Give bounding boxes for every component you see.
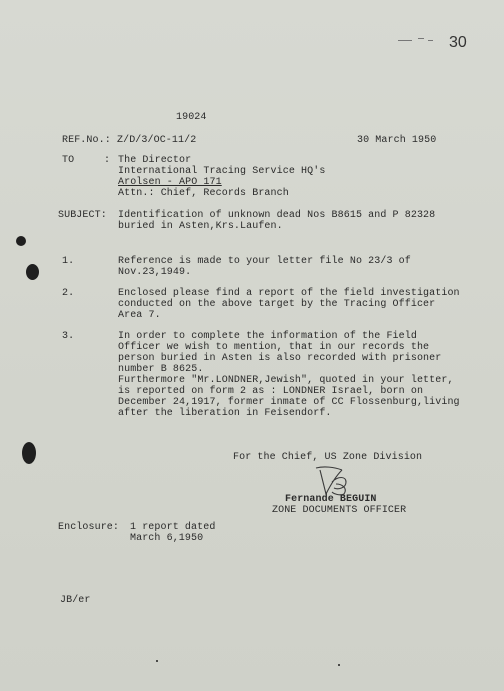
file-number: 19024 — [176, 112, 207, 123]
to-line: International Tracing Service HQ's — [118, 166, 326, 177]
enclosure-label: Enclosure: — [58, 522, 120, 533]
pencil-mark — [418, 38, 424, 39]
paper-speck — [156, 660, 158, 662]
punch-hole — [22, 442, 36, 464]
paragraph-line: In order to complete the information of the Field — [118, 331, 417, 342]
paragraph-line: number B 8625. — [118, 364, 204, 375]
signatory-name: Fernande BEGUIN — [285, 494, 377, 505]
to-line: Arolsen - APO 171 — [118, 177, 222, 188]
paragraph-number: 1. — [62, 256, 75, 267]
punch-hole — [16, 236, 26, 246]
paragraph-line: conducted on the above target by the Tracing Officer — [118, 299, 436, 310]
pencil-mark — [398, 40, 412, 41]
paragraph-number: 3. — [62, 331, 75, 342]
paragraph-line: after the liberation in Feisendorf. — [118, 408, 332, 419]
signature-for-line: For the Chief, US Zone Division — [233, 452, 423, 463]
to-line: The Director — [118, 155, 192, 166]
paragraph-line: Reference is made to your letter file No 23/3 of — [118, 256, 411, 267]
paragraph-line: Nov.23,1949. — [118, 267, 192, 278]
paragraph-line: Furthermore "Mr.LONDNER,Jewish", quoted in your letter, — [118, 375, 454, 386]
punch-hole — [26, 264, 39, 280]
paragraph-line: person buried in Asten is also recorded with prisoner — [118, 353, 442, 364]
paragraph-line: December 24,1917, former inmate of CC Flossenburg,living — [118, 397, 460, 408]
enclosure-line: March 6,1950 — [130, 533, 204, 544]
paragraph-line: Area 7. — [118, 310, 161, 321]
subject-line: buried in Asten,Krs.Laufen. — [118, 221, 283, 232]
paper-speck — [338, 664, 340, 666]
enclosure-line: 1 report dated — [130, 522, 216, 533]
subject-line: Identification of unknown dead Nos B8615 and P 82328 — [118, 210, 436, 221]
ref-label: REF.No.: — [62, 135, 111, 146]
paragraph-line: Enclosed please find a report of the field investigation — [118, 288, 460, 299]
paragraph-line: is reported on form 2 as : LONDNER Israel, born on — [118, 386, 424, 397]
letter-date: 30 March 1950 — [357, 135, 437, 146]
to-label: TO — [62, 155, 75, 166]
typist-initials: JB/er — [60, 595, 91, 606]
pencil-mark — [428, 40, 433, 41]
to-separator: : — [104, 155, 111, 166]
subject-label: SUBJECT: — [58, 210, 107, 221]
handwritten-signature — [312, 462, 358, 498]
signatory-title: ZONE DOCUMENTS OFFICER — [272, 505, 407, 516]
paragraph-number: 2. — [62, 288, 75, 299]
paragraph-line: Officer we wish to mention, that in our records the — [118, 342, 430, 353]
to-line: Attn.: Chief, Records Branch — [118, 188, 289, 199]
page-number: 30 — [449, 34, 467, 51]
ref-value: Z/D/3/OC-11/2 — [117, 135, 197, 146]
